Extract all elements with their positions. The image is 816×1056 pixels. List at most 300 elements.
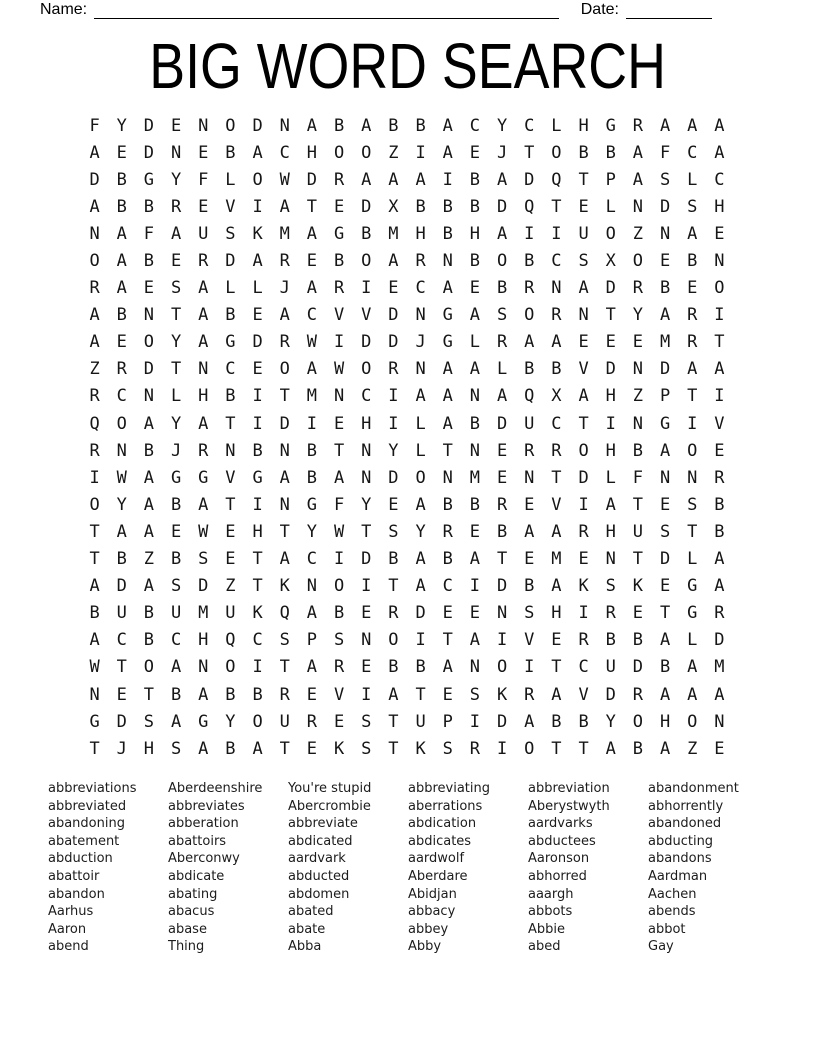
grid-cell: B — [469, 169, 481, 190]
grid-cell: E — [442, 684, 453, 705]
grid-cell: E — [306, 251, 318, 272]
grid-cell: T — [279, 657, 290, 678]
grid-cell: L — [415, 440, 426, 461]
grid-cell: Y — [170, 169, 182, 190]
word-list-item: abandoned — [648, 816, 722, 832]
grid-cell: A — [89, 332, 100, 353]
grid-cell: G — [225, 332, 236, 353]
grid-cell: T — [524, 142, 535, 163]
grid-cell: A — [578, 386, 589, 407]
date-label: Date: — [580, 1, 619, 18]
grid-cell: N — [279, 115, 290, 136]
grid-cell: I — [496, 738, 508, 759]
grid-cell: E — [225, 549, 236, 570]
grid-cell: N — [632, 359, 644, 380]
word-list-item: abberation — [168, 816, 239, 832]
word-list-item: Aachen — [648, 886, 697, 902]
grid-cell: A — [143, 494, 155, 515]
grid-cell: N — [306, 576, 318, 597]
grid-cell: A — [687, 657, 698, 678]
grid-cell: C — [469, 115, 481, 136]
grid-cell: C — [306, 305, 318, 326]
grid-cell: C — [252, 630, 263, 651]
word-list-item: abbreviation — [528, 781, 610, 796]
grid-cell: O — [605, 223, 616, 244]
grid-cell: I — [361, 684, 372, 705]
grid-cell: E — [388, 494, 399, 515]
word-list-item: Aaronson — [528, 851, 590, 867]
grid-cell: D — [361, 196, 372, 217]
grid-cell: N — [469, 386, 481, 407]
grid-cell: E — [524, 549, 535, 570]
grid-cell: D — [143, 115, 155, 136]
grid-cell: B — [605, 630, 616, 651]
grid-cell: W — [279, 169, 290, 190]
grid-cell: A — [496, 386, 508, 407]
word-list-item: abbreviations — [48, 781, 137, 796]
grid-cell: X — [388, 196, 399, 217]
grid-cell: U — [524, 413, 535, 434]
grid-cell: T — [225, 494, 236, 515]
grid-cell: B — [143, 630, 155, 651]
grid-cell: S — [442, 738, 453, 759]
grid-cell: A — [306, 223, 318, 244]
grid-cell: D — [578, 467, 589, 488]
grid-cell: E — [116, 142, 127, 163]
grid-cell: E — [714, 738, 725, 759]
grid-cell: K — [279, 576, 290, 597]
grid-cell: D — [714, 630, 725, 651]
grid-cell: E — [306, 738, 318, 759]
grid-cell: A — [469, 359, 481, 380]
grid-cell: W — [89, 657, 100, 678]
grid-cell: G — [442, 332, 453, 353]
grid-cell: R — [388, 359, 399, 380]
grid-cell: T — [361, 521, 372, 542]
grid-cell: D — [388, 467, 399, 488]
grid-cell: V — [524, 630, 535, 651]
grid-cell: E — [361, 657, 372, 678]
grid-cell: A — [659, 738, 671, 759]
grid-cell: N — [198, 115, 209, 136]
grid-cell: A — [659, 115, 671, 136]
grid-row — [81, 166, 733, 193]
grid-cell: R — [632, 115, 644, 136]
word-list-item: abends — [648, 904, 696, 920]
grid-cell: N — [469, 657, 481, 678]
word-list-column — [168, 780, 288, 956]
word-list-item: Aardman — [648, 868, 708, 884]
grid-cell: N — [714, 251, 725, 272]
grid-cell: F — [632, 467, 644, 488]
grid-cell: V — [333, 684, 345, 705]
grid-cell: B — [89, 603, 100, 624]
grid-row — [81, 518, 733, 545]
grid-cell: A — [714, 115, 725, 136]
grid-cell: B — [170, 494, 182, 515]
grid-cell: E — [687, 278, 698, 299]
grid-cell: L — [415, 413, 426, 434]
grid-cell: S — [469, 684, 481, 705]
grid-cell: S — [687, 196, 698, 217]
grid-cell: J — [116, 738, 127, 759]
grid-cell: S — [170, 738, 182, 759]
grid-cell: K — [252, 223, 263, 244]
grid-cell: Z — [143, 549, 155, 570]
grid-cell: E — [524, 494, 535, 515]
grid-cell: A — [469, 305, 481, 326]
grid-cell: C — [116, 630, 127, 651]
grid-row — [81, 302, 733, 329]
grid-cell: R — [279, 684, 290, 705]
grid-cell: A — [605, 494, 616, 515]
grid-cell: O — [524, 305, 535, 326]
grid-cell: B — [496, 278, 508, 299]
grid-cell: B — [415, 115, 426, 136]
grid-cell: A — [659, 440, 671, 461]
grid-cell: A — [415, 386, 426, 407]
grid-cell: N — [442, 467, 453, 488]
grid-cell: L — [687, 549, 698, 570]
grid-cell: A — [415, 169, 426, 190]
grid-cell: I — [469, 576, 481, 597]
grid-cell: D — [659, 549, 671, 570]
grid-cell: A — [198, 684, 209, 705]
word-list-item: abating — [168, 886, 218, 902]
grid-cell: N — [333, 386, 345, 407]
grid-cell: Y — [170, 332, 182, 353]
grid-row — [81, 627, 733, 654]
grid-cell: B — [578, 142, 589, 163]
grid-cell: B — [170, 549, 182, 570]
grid-cell: Z — [632, 223, 644, 244]
grid-cell: D — [279, 413, 290, 434]
grid-cell: V — [333, 305, 345, 326]
grid-cell: B — [143, 196, 155, 217]
grid-cell: W — [116, 467, 127, 488]
grid-cell: W — [333, 521, 345, 542]
grid-cell: C — [687, 142, 698, 163]
grid-cell: T — [578, 169, 589, 190]
grid-cell: U — [605, 657, 616, 678]
grid-cell: D — [388, 305, 399, 326]
grid-cell: R — [198, 440, 209, 461]
grid-cell: I — [89, 467, 100, 488]
grid-cell: D — [252, 115, 263, 136]
word-list-item: abbreviated — [48, 798, 127, 814]
grid-cell: M — [279, 223, 290, 244]
grid-cell: T — [605, 305, 616, 326]
grid-cell: T — [632, 494, 644, 515]
grid-cell: N — [659, 223, 671, 244]
grid-row — [81, 275, 733, 302]
word-list-item: abdication — [408, 816, 477, 832]
grid-cell: R — [551, 305, 562, 326]
grid-cell: E — [551, 630, 562, 651]
grid-cell: A — [442, 657, 453, 678]
grid-cell: A — [714, 359, 725, 380]
grid-cell: N — [632, 196, 644, 217]
grid-cell: R — [279, 251, 290, 272]
grid-cell: A — [361, 115, 372, 136]
grid-row — [81, 410, 733, 437]
grid-cell: A — [659, 630, 671, 651]
grid-cell: E — [306, 684, 318, 705]
grid-cell: A — [143, 521, 155, 542]
word-list-item: abattoirs — [168, 833, 227, 849]
grid-cell: E — [252, 359, 263, 380]
grid-cell: I — [252, 657, 263, 678]
grid-cell: E — [496, 440, 508, 461]
grid-cell: R — [496, 332, 508, 353]
grid-cell: A — [551, 576, 562, 597]
grid-cell: R — [306, 711, 318, 732]
grid-cell: D — [605, 684, 616, 705]
grid-cell: A — [496, 169, 508, 190]
grid-cell: I — [252, 386, 263, 407]
grid-cell: Y — [225, 711, 236, 732]
grid-cell: B — [388, 549, 399, 570]
word-list-item: Abba — [288, 939, 322, 955]
grid-cell: T — [659, 603, 671, 624]
grid-cell: U — [279, 711, 290, 732]
grid-cell: E — [578, 196, 589, 217]
grid-cell: O — [116, 413, 127, 434]
grid-cell: K — [496, 684, 508, 705]
grid-cell: H — [361, 413, 372, 434]
word-list-item: aaargh — [528, 886, 574, 902]
grid-cell: A — [687, 684, 698, 705]
grid-cell: S — [496, 305, 508, 326]
grid-cell: B — [578, 711, 589, 732]
grid-cell: E — [714, 223, 725, 244]
grid-row — [81, 573, 733, 600]
grid-cell: E — [632, 603, 644, 624]
grid-cell: O — [89, 251, 100, 272]
grid-cell: S — [361, 738, 372, 759]
grid-cell: G — [442, 305, 453, 326]
grid-cell: Y — [306, 521, 318, 542]
grid-cell: G — [687, 603, 698, 624]
grid-cell: Z — [225, 576, 236, 597]
grid-cell: R — [578, 521, 589, 542]
grid-cell: D — [252, 332, 263, 353]
grid-cell: N — [415, 359, 426, 380]
grid-cell: R — [388, 603, 399, 624]
grid-cell: O — [252, 169, 263, 190]
grid-cell: E — [116, 684, 127, 705]
grid-cell: E — [198, 196, 209, 217]
grid-cell: T — [442, 440, 453, 461]
grid-cell: Q — [225, 630, 236, 651]
grid-cell: N — [687, 467, 698, 488]
grid-cell: Z — [687, 738, 698, 759]
grid-cell: A — [415, 549, 426, 570]
grid-cell: A — [116, 521, 127, 542]
grid-cell: B — [442, 196, 453, 217]
word-list-item: abated — [288, 904, 334, 920]
grid-cell: L — [687, 630, 698, 651]
grid-cell: A — [306, 278, 318, 299]
grid-cell: Q — [279, 603, 290, 624]
grid-cell: D — [659, 196, 671, 217]
grid-cell: B — [116, 169, 127, 190]
grid-cell: S — [143, 711, 155, 732]
grid-cell: B — [415, 196, 426, 217]
grid-cell: H — [659, 711, 671, 732]
grid-cell: A — [442, 115, 453, 136]
worksheet-header — [40, 1, 712, 19]
grid-cell: B — [306, 440, 318, 461]
grid-cell: I — [524, 223, 535, 244]
grid-cell: L — [225, 169, 236, 190]
grid-cell: N — [225, 440, 236, 461]
grid-cell: C — [551, 251, 562, 272]
grid-cell: D — [605, 359, 616, 380]
grid-cell: B — [116, 305, 127, 326]
grid-cell: A — [687, 359, 698, 380]
grid-cell: L — [687, 169, 698, 190]
word-list-item: abandoning — [48, 816, 125, 832]
grid-cell: G — [143, 169, 155, 190]
grid-cell: O — [252, 711, 263, 732]
grid-cell: G — [687, 576, 698, 597]
grid-cell: X — [551, 386, 562, 407]
word-list-item: abhorrently — [648, 798, 724, 814]
grid-cell: F — [198, 169, 209, 190]
grid-cell: I — [388, 386, 399, 407]
grid-cell: A — [442, 386, 453, 407]
grid-cell: C — [714, 169, 725, 190]
grid-row — [81, 247, 733, 274]
grid-cell: T — [225, 413, 236, 434]
grid-cell: B — [469, 251, 481, 272]
grid-cell: A — [659, 684, 671, 705]
grid-cell: A — [252, 738, 263, 759]
grid-cell: H — [551, 603, 562, 624]
word-list-item: abend — [48, 939, 89, 955]
grid-cell: Q — [524, 196, 535, 217]
grid-cell: B — [469, 494, 481, 515]
grid-cell: H — [714, 196, 725, 217]
grid-cell: A — [714, 549, 725, 570]
grid-cell: A — [442, 413, 453, 434]
word-list — [48, 780, 768, 956]
grid-cell: A — [333, 467, 345, 488]
grid-cell: A — [361, 169, 372, 190]
grid-cell: N — [469, 440, 481, 461]
grid-cell: B — [442, 549, 453, 570]
grid-cell: Y — [116, 494, 127, 515]
grid-cell: D — [143, 142, 155, 163]
grid-cell: A — [252, 142, 263, 163]
grid-cell: V — [578, 359, 589, 380]
grid-cell: D — [659, 359, 671, 380]
grid-cell: H — [578, 115, 589, 136]
grid-cell: B — [632, 738, 644, 759]
grid-cell: A — [687, 115, 698, 136]
grid-cell: A — [632, 142, 644, 163]
grid-cell: A — [714, 684, 725, 705]
grid-cell: P — [659, 386, 671, 407]
grid-cell: I — [252, 196, 263, 217]
grid-cell: H — [605, 440, 616, 461]
grid-cell: I — [524, 657, 535, 678]
grid-cell: S — [388, 521, 399, 542]
grid-cell: S — [333, 630, 345, 651]
grid-cell: R — [524, 684, 535, 705]
grid-cell: D — [496, 196, 508, 217]
grid-cell: X — [605, 251, 616, 272]
grid-cell: G — [306, 494, 318, 515]
grid-cell: C — [116, 386, 127, 407]
grid-cell: S — [198, 549, 209, 570]
word-list-item: abductees — [528, 833, 596, 849]
grid-cell: B — [170, 684, 182, 705]
grid-cell: N — [143, 305, 155, 326]
grid-cell: B — [714, 494, 725, 515]
grid-cell: V — [225, 467, 236, 488]
grid-cell: K — [333, 738, 345, 759]
grid-cell: A — [89, 196, 100, 217]
grid-cell: J — [279, 278, 290, 299]
grid-cell: O — [143, 657, 155, 678]
grid-cell: M — [469, 467, 481, 488]
word-list-item: abandon — [48, 886, 105, 902]
grid-cell: E — [333, 413, 345, 434]
grid-cell: A — [198, 494, 209, 515]
grid-cell: T — [415, 684, 426, 705]
grid-cell: E — [469, 603, 481, 624]
grid-cell: A — [388, 169, 399, 190]
grid-cell: N — [89, 684, 100, 705]
grid-cell: Y — [170, 413, 182, 434]
grid-cell: D — [361, 332, 372, 353]
grid-cell: S — [170, 278, 182, 299]
grid-cell: R — [198, 251, 209, 272]
grid-cell: A — [306, 359, 318, 380]
grid-cell: H — [198, 630, 209, 651]
grid-cell: U — [170, 603, 182, 624]
grid-cell: T — [279, 386, 290, 407]
word-list-column — [48, 780, 168, 956]
grid-cell: R — [714, 467, 725, 488]
grid-cell: D — [143, 359, 155, 380]
grid-cell: U — [225, 603, 236, 624]
word-list-item: Thing — [168, 939, 205, 955]
grid-cell: D — [415, 603, 426, 624]
grid-cell: D — [116, 576, 127, 597]
grid-cell: Y — [116, 115, 127, 136]
grid-cell: I — [469, 711, 481, 732]
grid-cell: V — [361, 305, 372, 326]
grid-cell: R — [333, 657, 345, 678]
grid-cell: Z — [89, 359, 100, 380]
grid-cell: R — [714, 603, 725, 624]
name-label: Name: — [40, 1, 88, 18]
grid-cell: O — [333, 576, 345, 597]
grid-cell: V — [225, 196, 236, 217]
grid-cell: A — [605, 738, 616, 759]
grid-cell: N — [170, 142, 182, 163]
grid-cell: T — [89, 738, 100, 759]
grid-cell: I — [306, 413, 318, 434]
word-list-item: abduction — [48, 851, 113, 867]
grid-cell: A — [687, 223, 698, 244]
word-list-item: Aaron — [48, 921, 87, 937]
grid-cell: N — [578, 305, 589, 326]
grid-cell: A — [252, 251, 263, 272]
